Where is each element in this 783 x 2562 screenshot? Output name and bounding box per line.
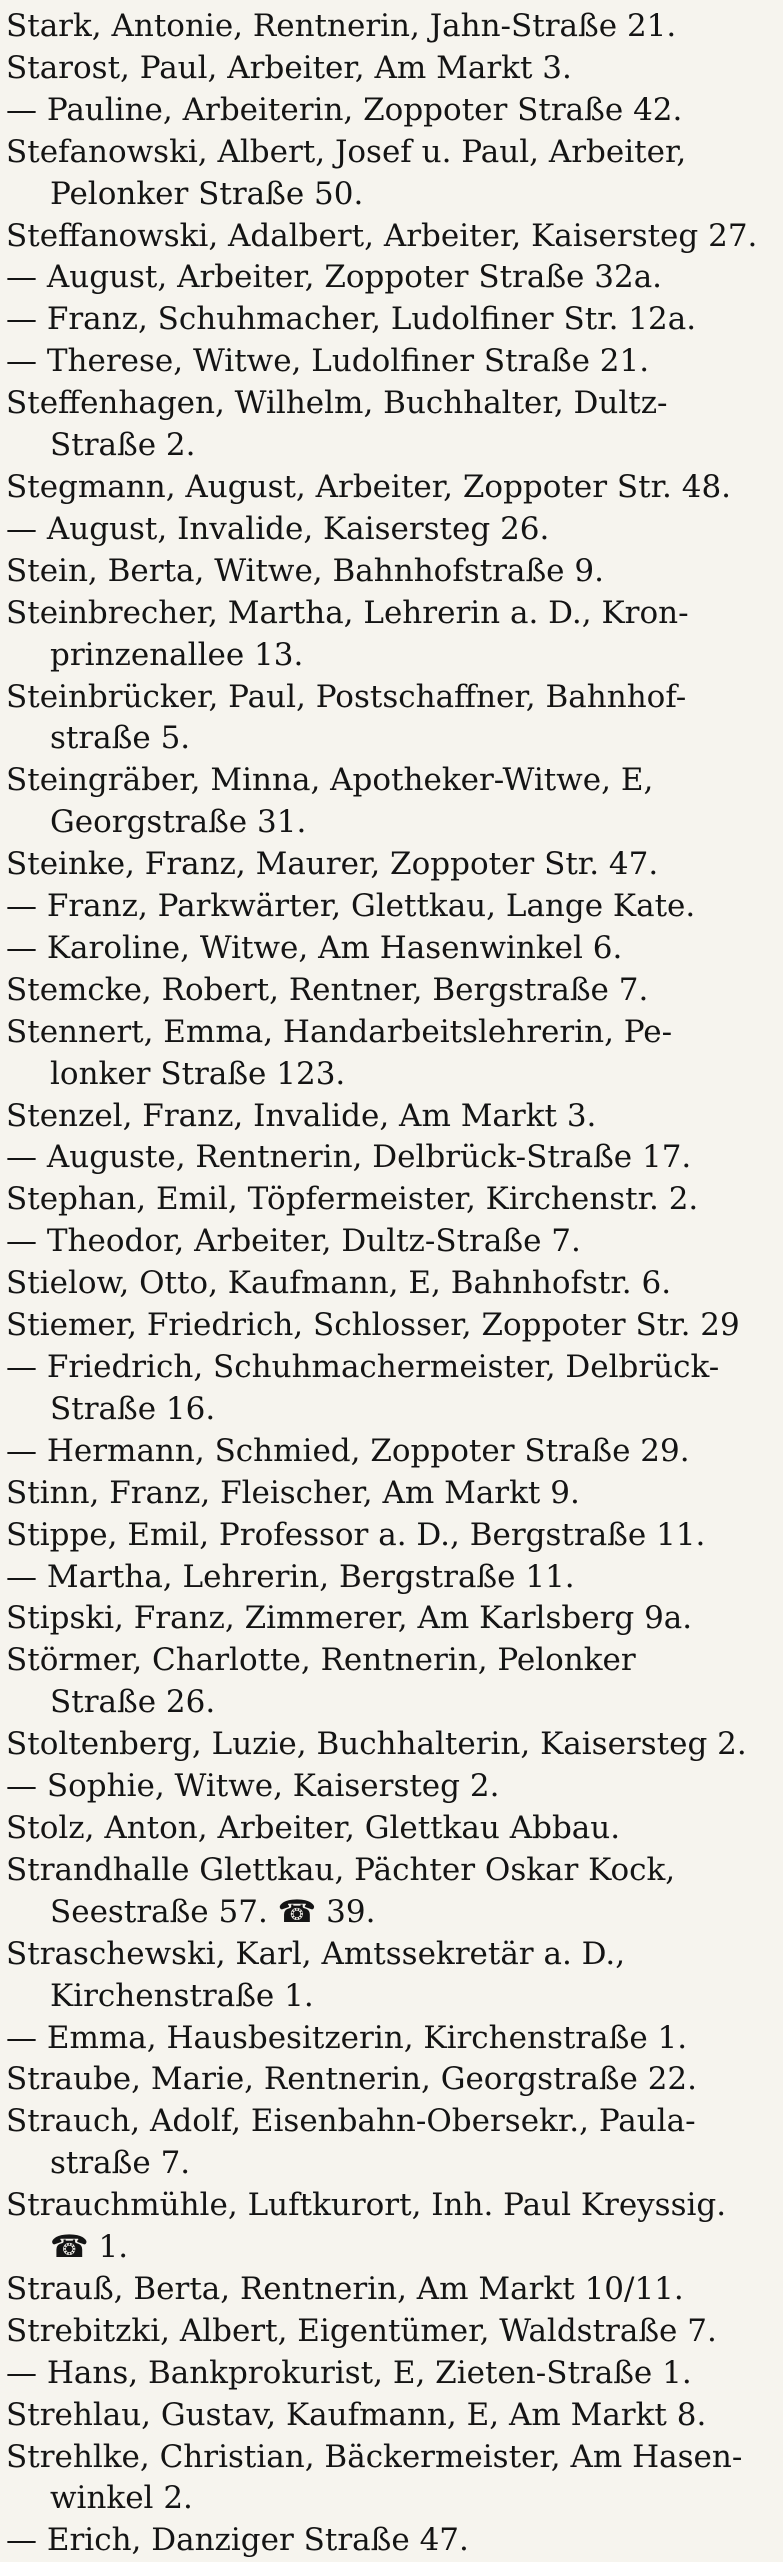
entry-text: — Erich, Danziger Straße 47. bbox=[6, 2522, 469, 2559]
directory-entry bbox=[6, 1431, 773, 1473]
entry-text: — Pauline, Arbeiterin, Zoppoter Straße 42. bbox=[6, 91, 683, 128]
directory-entry bbox=[6, 1598, 773, 1640]
entry-continuation: straße 5. bbox=[50, 720, 191, 757]
directory-entry bbox=[6, 6, 773, 48]
entry-text: Stein, Berta, Witwe, Bahnhofstraße 9. bbox=[6, 552, 604, 589]
entry-text: — Auguste, Rentnerin, Delbrück-Straße 17. bbox=[6, 1139, 692, 1176]
directory-entry bbox=[6, 1221, 773, 1263]
directory-entry bbox=[6, 928, 773, 970]
directory-entry bbox=[6, 1137, 773, 1179]
entry-text: Strandhalle Glettkau, Pächter Oskar Kock, bbox=[6, 1851, 676, 1888]
entry-text: Stippe, Emil, Professor a. D., Bergstraße 11. bbox=[6, 1516, 706, 1553]
entry-continuation: straße 7. bbox=[50, 2145, 191, 2182]
entry-text: Steinke, Franz, Maurer, Zoppoter Str. 47. bbox=[6, 846, 659, 883]
entry-text: Stefanowski, Albert, Josef u. Paul, Arbeiter, bbox=[6, 133, 687, 170]
directory-entry bbox=[6, 299, 773, 341]
entry-text: Störmer, Charlotte, Rentnerin, Pelonker bbox=[6, 1642, 636, 1679]
entry-text: Strauß, Berta, Rentnerin, Am Markt 10/11. bbox=[6, 2270, 684, 2307]
directory-entry bbox=[6, 341, 773, 383]
directory-entry bbox=[6, 1515, 773, 1557]
directory-entry bbox=[6, 1347, 773, 1431]
entry-text: Stephan, Emil, Töpfermeister, Kirchenstr. 2. bbox=[6, 1181, 699, 1218]
entry-continuation: Straße 26. bbox=[50, 1684, 216, 1721]
directory-entry bbox=[6, 1766, 773, 1808]
directory-entry bbox=[6, 467, 773, 509]
entry-text: — Karoline, Witwe, Am Hasenwinkel 6. bbox=[6, 929, 623, 966]
directory-entry bbox=[6, 760, 773, 844]
entry-text: Stiemer, Friedrich, Schlosser, Zoppoter Str. 29 bbox=[6, 1307, 740, 1344]
directory-entry bbox=[6, 1724, 773, 1766]
directory-entry bbox=[6, 257, 773, 299]
entry-text: Straube, Marie, Rentnerin, Georgstraße 22. bbox=[6, 2061, 698, 2098]
entry-continuation: Straße 16. bbox=[50, 1390, 216, 1427]
entry-continuation: Georgstraße 31. bbox=[50, 804, 307, 841]
directory-entry bbox=[6, 551, 773, 593]
directory-entry bbox=[6, 90, 773, 132]
entry-text: Steffenhagen, Wilhelm, Buchhalter, Dultz- bbox=[6, 385, 668, 422]
entry-text: — August, Arbeiter, Zoppoter Straße 32a. bbox=[6, 259, 663, 296]
entry-text: Stipski, Franz, Zimmerer, Am Karlsberg 9a. bbox=[6, 1600, 693, 1637]
entry-text: Steinbrecher, Martha, Lehrerin a. D., Kron- bbox=[6, 594, 689, 631]
entry-text: — Therese, Witwe, Ludolfiner Straße 21. bbox=[6, 343, 650, 380]
entry-text: — Hermann, Schmied, Zoppoter Straße 29. bbox=[6, 1432, 690, 1469]
entry-text: Stielow, Otto, Kaufmann, E, Bahnhofstr. 6. bbox=[6, 1265, 672, 1302]
entry-continuation: Straße 2. bbox=[50, 427, 196, 464]
directory-entry bbox=[6, 2185, 773, 2269]
directory-entry bbox=[6, 2018, 773, 2060]
directory-entry bbox=[6, 2311, 773, 2353]
entry-continuation: lonker Straße 123. bbox=[50, 1055, 346, 1092]
entry-text: — Sophie, Witwe, Kaisersteg 2. bbox=[6, 1768, 500, 1805]
directory-entry bbox=[6, 2059, 773, 2101]
entry-text: — Emma, Hausbesitzerin, Kirchenstraße 1. bbox=[6, 2019, 688, 2056]
directory-entry bbox=[6, 132, 773, 216]
entry-text: Strehlau, Gustav, Kaufmann, E, Am Markt 8. bbox=[6, 2396, 707, 2433]
entry-text: Stinn, Franz, Fleischer, Am Markt 9. bbox=[6, 1474, 580, 1511]
entry-continuation: prinzenallee 13. bbox=[50, 636, 304, 673]
directory-entry bbox=[6, 886, 773, 928]
entry-text: Steinbrücker, Paul, Postschaffner, Bahnhof- bbox=[6, 678, 687, 715]
entry-text: Stenzel, Franz, Invalide, Am Markt 3. bbox=[6, 1097, 597, 1134]
directory-entry bbox=[6, 1557, 773, 1599]
directory-entry bbox=[6, 1263, 773, 1305]
entry-text: Strebitzki, Albert, Eigentümer, Waldstraße 7. bbox=[6, 2312, 717, 2349]
directory-entry bbox=[6, 2353, 773, 2395]
directory-entry bbox=[6, 1473, 773, 1515]
directory-entry bbox=[6, 1640, 773, 1724]
directory-entry bbox=[6, 677, 773, 761]
directory-entry bbox=[6, 593, 773, 677]
entry-text: Stemcke, Robert, Rentner, Bergstraße 7. bbox=[6, 971, 649, 1008]
directory-entry bbox=[6, 2437, 773, 2521]
directory-entry bbox=[6, 844, 773, 886]
entry-text: Stolz, Anton, Arbeiter, Glettkau Abbau. bbox=[6, 1809, 621, 1846]
entry-text: Straschewski, Karl, Amtssekretär a. D., bbox=[6, 1935, 626, 1972]
directory-entry bbox=[6, 383, 773, 467]
entry-continuation: ☎ 1. bbox=[50, 2229, 129, 2266]
entry-text: Strauchmühle, Luftkurort, Inh. Paul Kreyssig. bbox=[6, 2187, 727, 2224]
entry-text: Stoltenberg, Luzie, Buchhalterin, Kaisersteg 2. bbox=[6, 1726, 747, 1763]
entry-text: — Franz, Schuhmacher, Ludolfiner Str. 12a. bbox=[6, 301, 697, 338]
directory-entry bbox=[6, 2520, 773, 2562]
directory-entry bbox=[6, 1096, 773, 1138]
entry-text: Strauch, Adolf, Eisenbahn-Obersekr., Paula- bbox=[6, 2103, 696, 2140]
entry-text: Steffanowski, Adalbert, Arbeiter, Kaisersteg 27. bbox=[6, 217, 758, 254]
entry-text: Strehlke, Christian, Bäckermeister, Am Hasen- bbox=[6, 2438, 743, 2475]
directory-entry bbox=[6, 1934, 773, 2018]
entry-text: Stennert, Emma, Handarbeitslehrerin, Pe- bbox=[6, 1013, 673, 1050]
entry-text: — Hans, Bankprokurist, E, Zieten-Straße 1. bbox=[6, 2354, 692, 2391]
directory-entry bbox=[6, 48, 773, 90]
entry-text: Starost, Paul, Arbeiter, Am Markt 3. bbox=[6, 49, 572, 86]
directory-entry bbox=[6, 1305, 773, 1347]
directory-entry bbox=[6, 1808, 773, 1850]
directory-entry bbox=[6, 2101, 773, 2185]
directory-entry bbox=[6, 216, 773, 258]
directory-entry bbox=[6, 2395, 773, 2437]
entry-continuation: Kirchenstraße 1. bbox=[50, 1977, 314, 2014]
entry-text: — Theodor, Arbeiter, Dultz-Straße 7. bbox=[6, 1223, 581, 1260]
directory-entry bbox=[6, 1850, 773, 1934]
entry-text: — Friedrich, Schuhmachermeister, Delbrück- bbox=[6, 1349, 720, 1385]
entry-text: — Martha, Lehrerin, Bergstraße 11. bbox=[6, 1558, 575, 1595]
directory-entry bbox=[6, 509, 773, 551]
entry-text: Stark, Antonie, Rentnerin, Jahn-Straße 21. bbox=[6, 8, 677, 44]
directory-entry bbox=[6, 1179, 773, 1221]
directory-entry bbox=[6, 970, 773, 1012]
entry-continuation: Seestraße 57. ☎ 39. bbox=[50, 1893, 376, 1930]
entry-text: — August, Invalide, Kaisersteg 26. bbox=[6, 510, 550, 547]
directory-entry bbox=[6, 1012, 773, 1096]
entry-text: Steingräber, Minna, Apotheker-Witwe, E, bbox=[6, 762, 654, 799]
directory-entry bbox=[6, 2269, 773, 2311]
entry-text: — Franz, Parkwärter, Glettkau, Lange Kate. bbox=[6, 888, 696, 925]
entry-continuation: Pelonker Straße 50. bbox=[50, 175, 364, 212]
entry-continuation: winkel 2. bbox=[50, 2480, 193, 2517]
entry-text: Stegmann, August, Arbeiter, Zoppoter Str. 48. bbox=[6, 468, 732, 505]
